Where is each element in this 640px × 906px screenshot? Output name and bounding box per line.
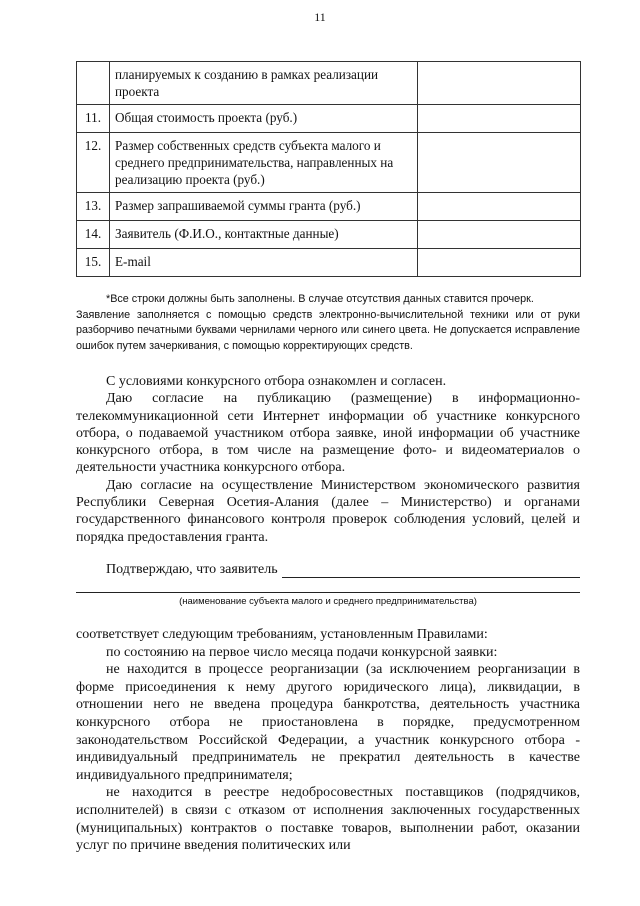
table-row: [77, 105, 581, 133]
footnote-line-2: Заявление заполняется с помощью средств электронно-вычислительной техники или от руки разборчиво печатными буквами чернилами черного или синего цвета. Не допускается исправление ошибок путем зачеркивания, с помощью корректирующих средств.: [76, 308, 580, 352]
footnote: [76, 292, 580, 354]
requirements-intro: соответствует следующим требованиям, установленным Правилами:: [76, 627, 488, 642]
row-label: Заявитель (Ф.И.О., контактные данные): [110, 221, 418, 249]
row-value-field[interactable]: [418, 193, 581, 221]
row-value-field[interactable]: [418, 62, 581, 105]
consent-section: [76, 373, 580, 546]
row-label: Размер запрашиваемой суммы гранта (руб.): [110, 193, 418, 221]
requirement-item: не находится в реестре недобросовестных поставщиков (подрядчиков, исполнителей) в связи с отказом от исполнения заключенных государственных (муниципальных) контрактов о поставке товаров, выполнении работ, оказании услуг по причине введения политических или: [76, 785, 580, 854]
row-number: 14.: [77, 221, 110, 249]
requirement-item: по состоянию на первое число месяца подачи конкурсной заявки:: [106, 644, 498, 660]
row-value-field[interactable]: [418, 249, 581, 277]
applicant-field-caption: (наименование субъекта малого и среднего предпринимательства): [179, 596, 477, 607]
table-row: [77, 249, 581, 277]
table-row: [77, 62, 581, 105]
row-label: Размер собственных средств субъекта малого и среднего предпринимательства, направленных на реализацию проекта (руб.): [110, 133, 418, 193]
row-number: [77, 62, 110, 105]
row-number: 11.: [77, 105, 110, 133]
consent-paragraph-3: Даю согласие на осуществление Министерством экономического развития Республики Северная Осетия-Алания (далее – Министерство) и органами государственного финансового контроля проверок соблюдения условий, целей и порядка предоставления гранта.: [76, 477, 580, 545]
row-label: планируемых к созданию в рамках реализации проекта: [110, 62, 418, 105]
applicant-name-field-continued[interactable]: [76, 592, 580, 593]
row-number: 12.: [77, 133, 110, 193]
table-row: [77, 133, 581, 193]
application-form-table: [76, 61, 581, 277]
row-label: Общая стоимость проекта (руб.): [110, 105, 418, 133]
requirement-item: не находится в процессе реорганизации (за исключением реорганизации в форме присоединения к нему другого юридического лица), ликвидации, в отношении него не введена процедура банкротства, деятельность участника конкурсного отбора не приостановлена в порядке, предусмотренном законодательством Российской Федерации, а участник конкурсного отбора - индивидуальный предприниматель не прекратил деятельность в качестве индивидуального предпринимателя;: [76, 662, 580, 783]
row-number: 15.: [77, 249, 110, 277]
page-number: 11: [314, 10, 326, 24]
footnote-line-1: *Все строки должны быть заполнены. В случае отсутствия данных ставится прочерк.: [106, 293, 534, 305]
row-value-field[interactable]: [418, 221, 581, 249]
requirements-section: [76, 626, 580, 855]
applicant-confirm: [106, 562, 580, 578]
confirm-label: Подтверждаю, что заявитель: [106, 562, 278, 577]
consent-paragraph-2: Даю согласие на публикацию (размещение) в информационно-телекоммуникационной сети Интернет информации об участнике конкурсного отбора, о подаваемой участником отбора заявке, иной информации об участнике конкурсного отбора, в том числе на размещение фото- и видеоматериалов о деятельности участника конкурсного отбора.: [76, 391, 580, 476]
applicant-name-field[interactable]: [282, 563, 580, 578]
consent-paragraph-1: С условиями конкурсного отбора ознакомлен и согласен.: [106, 374, 447, 389]
row-number: 13.: [77, 193, 110, 221]
row-value-field[interactable]: [418, 133, 581, 193]
table-row: [77, 193, 581, 221]
row-value-field[interactable]: [418, 105, 581, 133]
row-label: E-mail: [110, 249, 418, 277]
table-row: [77, 221, 581, 249]
